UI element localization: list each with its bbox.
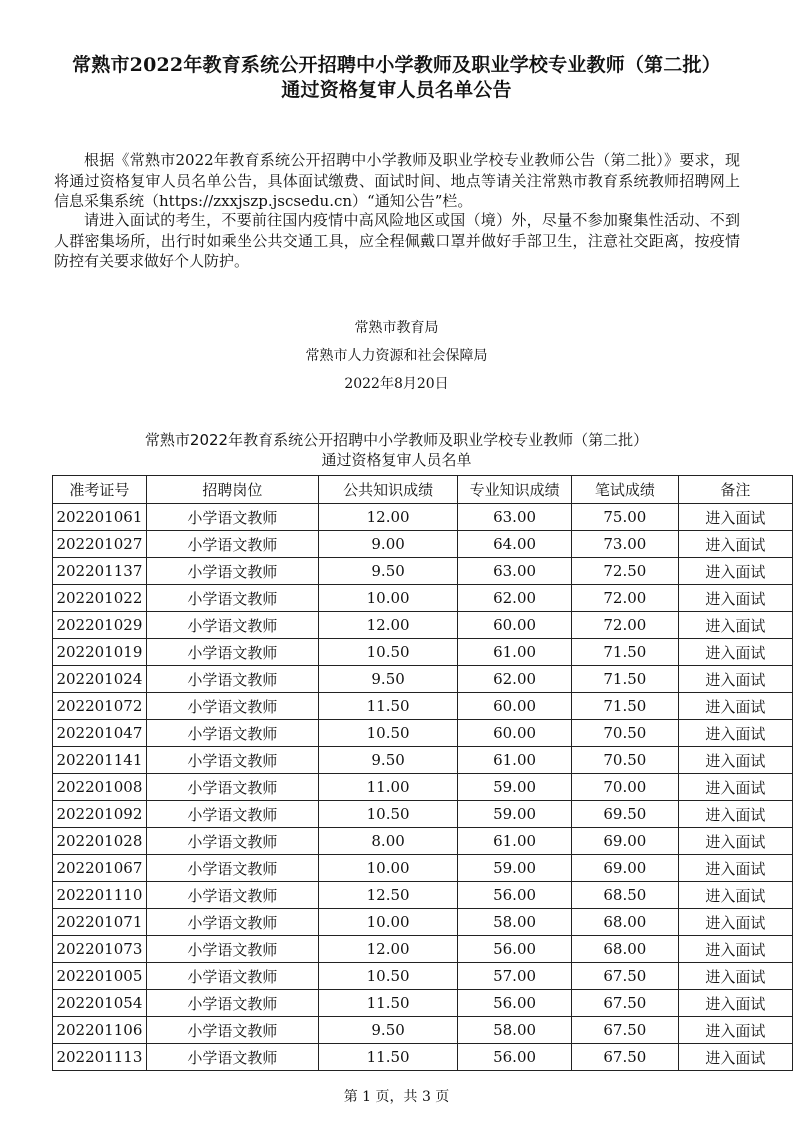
exam-number-cell: 202201029 (53, 612, 147, 639)
public-score-cell: 11.50 (318, 990, 457, 1017)
header-remarks: 备注 (678, 476, 792, 504)
table-row (53, 612, 793, 639)
professional-score-cell: 59.00 (458, 855, 572, 882)
header-exam-number: 准考证号 (53, 476, 147, 504)
written-score-cell: 72.50 (571, 558, 678, 585)
position-cell: 小学语文教师 (146, 855, 318, 882)
written-score-cell: 67.50 (571, 1044, 678, 1071)
remark-cell: 进入面试 (678, 1017, 792, 1044)
candidate-table (52, 475, 793, 1071)
table-row (53, 693, 793, 720)
professional-score-cell: 64.00 (458, 531, 572, 558)
issuer-education-bureau: 常熟市教育局 (354, 320, 439, 336)
position-cell: 小学语文教师 (146, 882, 318, 909)
exam-number-cell: 202201005 (53, 963, 147, 990)
exam-number-cell: 202201008 (53, 774, 147, 801)
professional-score-cell: 60.00 (458, 693, 572, 720)
table-row (53, 504, 793, 531)
public-score-cell: 10.50 (318, 801, 457, 828)
professional-score-cell: 60.00 (458, 720, 572, 747)
header-written-score: 笔试成绩 (571, 476, 678, 504)
exam-number-cell: 202201022 (53, 585, 147, 612)
document-title-line2: 通过资格复审人员名单公告 (281, 79, 512, 101)
remark-cell: 进入面试 (678, 585, 792, 612)
issue-date: 2022年8月20日 (344, 376, 449, 392)
table-row (53, 639, 793, 666)
public-score-cell: 11.50 (318, 693, 457, 720)
position-cell: 小学语文教师 (146, 720, 318, 747)
position-cell: 小学语文教师 (146, 531, 318, 558)
remark-cell: 进入面试 (678, 963, 792, 990)
table-row (53, 585, 793, 612)
written-score-cell: 69.00 (571, 855, 678, 882)
exam-number-cell: 202201092 (53, 801, 147, 828)
table-row (53, 963, 793, 990)
public-score-cell: 10.00 (318, 585, 457, 612)
position-cell: 小学语文教师 (146, 612, 318, 639)
public-score-cell: 12.00 (318, 612, 457, 639)
table-row (53, 882, 793, 909)
table-body (53, 504, 793, 1071)
remark-cell: 进入面试 (678, 612, 792, 639)
table-row (53, 828, 793, 855)
written-score-cell: 73.00 (571, 531, 678, 558)
table-row (53, 909, 793, 936)
public-score-cell: 10.50 (318, 720, 457, 747)
page-footer: 第 1 页，共 3 页 (343, 1089, 450, 1105)
remark-cell: 进入面试 (678, 693, 792, 720)
remark-cell: 进入面试 (678, 909, 792, 936)
notice-paragraph-1: 根据《常熟市2022年教育系统公开招聘中小学教师及职业学校专业教师公告（第二批）》要求，现将通过资格复审人员名单公告，具体面试缴费、面试时间、地点等请关注常熟市教育系统教师招聘网上信息采集系统（https://zxxjszp.jscsedu.cn）“通知公告”栏。 (54, 151, 740, 210)
position-cell: 小学语文教师 (146, 801, 318, 828)
remark-cell: 进入面试 (678, 774, 792, 801)
public-score-cell: 10.50 (318, 963, 457, 990)
professional-score-cell: 56.00 (458, 1044, 572, 1071)
remark-cell: 进入面试 (678, 639, 792, 666)
position-cell: 小学语文教师 (146, 1017, 318, 1044)
table-row (53, 801, 793, 828)
table-row (53, 990, 793, 1017)
written-score-cell: 71.50 (571, 693, 678, 720)
professional-score-cell: 56.00 (458, 936, 572, 963)
written-score-cell: 71.50 (571, 666, 678, 693)
written-score-cell: 67.50 (571, 1017, 678, 1044)
exam-number-cell: 202201019 (53, 639, 147, 666)
professional-score-cell: 56.00 (458, 882, 572, 909)
table-row (53, 720, 793, 747)
remark-cell: 进入面试 (678, 801, 792, 828)
written-score-cell: 67.50 (571, 963, 678, 990)
professional-score-cell: 60.00 (458, 612, 572, 639)
remark-cell: 进入面试 (678, 936, 792, 963)
position-cell: 小学语文教师 (146, 639, 318, 666)
position-cell: 小学语文教师 (146, 693, 318, 720)
position-cell: 小学语文教师 (146, 828, 318, 855)
public-score-cell: 12.00 (318, 936, 457, 963)
public-score-cell: 12.50 (318, 882, 457, 909)
public-score-cell: 10.00 (318, 909, 457, 936)
written-score-cell: 68.50 (571, 882, 678, 909)
table-row (53, 1044, 793, 1071)
position-cell: 小学语文教师 (146, 909, 318, 936)
exam-number-cell: 202201106 (53, 1017, 147, 1044)
professional-score-cell: 57.00 (458, 963, 572, 990)
position-cell: 小学语文教师 (146, 1044, 318, 1071)
position-cell: 小学语文教师 (146, 585, 318, 612)
exam-number-cell: 202201073 (53, 936, 147, 963)
exam-number-cell: 202201054 (53, 990, 147, 1017)
written-score-cell: 72.00 (571, 585, 678, 612)
header-position: 招聘岗位 (146, 476, 318, 504)
table-header-row (53, 476, 793, 504)
written-score-cell: 69.00 (571, 828, 678, 855)
public-score-cell: 9.50 (318, 747, 457, 774)
position-cell: 小学语文教师 (146, 666, 318, 693)
public-score-cell: 11.50 (318, 1044, 457, 1071)
public-score-cell: 11.00 (318, 774, 457, 801)
public-score-cell: 9.50 (318, 666, 457, 693)
remark-cell: 进入面试 (678, 828, 792, 855)
position-cell: 小学语文教师 (146, 774, 318, 801)
table-row (53, 666, 793, 693)
written-score-cell: 71.50 (571, 639, 678, 666)
public-score-cell: 12.00 (318, 504, 457, 531)
professional-score-cell: 59.00 (458, 774, 572, 801)
written-score-cell: 75.00 (571, 504, 678, 531)
table-row (53, 747, 793, 774)
table-row (53, 531, 793, 558)
exam-number-cell: 202201024 (53, 666, 147, 693)
written-score-cell: 70.50 (571, 747, 678, 774)
exam-number-cell: 202201110 (53, 882, 147, 909)
public-score-cell: 8.00 (318, 828, 457, 855)
table-row (53, 774, 793, 801)
exam-number-cell: 202201027 (53, 531, 147, 558)
table-row (53, 1017, 793, 1044)
professional-score-cell: 59.00 (458, 801, 572, 828)
exam-number-cell: 202201113 (53, 1044, 147, 1071)
table-row (53, 936, 793, 963)
remark-cell: 进入面试 (678, 747, 792, 774)
header-public-knowledge: 公共知识成绩 (318, 476, 457, 504)
table-row (53, 855, 793, 882)
position-cell: 小学语文教师 (146, 963, 318, 990)
remark-cell: 进入面试 (678, 531, 792, 558)
written-score-cell: 68.00 (571, 909, 678, 936)
remark-cell: 进入面试 (678, 882, 792, 909)
professional-score-cell: 61.00 (458, 747, 572, 774)
professional-score-cell: 63.00 (458, 504, 572, 531)
public-score-cell: 10.50 (318, 639, 457, 666)
remark-cell: 进入面试 (678, 720, 792, 747)
position-cell: 小学语文教师 (146, 747, 318, 774)
exam-number-cell: 202201072 (53, 693, 147, 720)
public-score-cell: 9.50 (318, 1017, 457, 1044)
professional-score-cell: 63.00 (458, 558, 572, 585)
written-score-cell: 70.00 (571, 774, 678, 801)
exam-number-cell: 202201141 (53, 747, 147, 774)
professional-score-cell: 58.00 (458, 909, 572, 936)
notice-paragraph-2: 请进入面试的考生，不要前往国内疫情中高风险地区或国（境）外，尽量不参加聚集性活动、不到人群密集场所，出行时如乘坐公共交通工具，应全程佩戴口罩并做好手部卫生，注意社交距离，按疫情防控有关要求做好个人防护。 (54, 211, 740, 270)
written-score-cell: 67.50 (571, 990, 678, 1017)
remark-cell: 进入面试 (678, 1044, 792, 1071)
remark-cell: 进入面试 (678, 990, 792, 1017)
remark-cell: 进入面试 (678, 666, 792, 693)
position-cell: 小学语文教师 (146, 504, 318, 531)
exam-number-cell: 202201067 (53, 855, 147, 882)
written-score-cell: 72.00 (571, 612, 678, 639)
position-cell: 小学语文教师 (146, 990, 318, 1017)
professional-score-cell: 58.00 (458, 1017, 572, 1044)
document-title-line1: 常熟市2022年教育系统公开招聘中小学教师及职业学校专业教师（第二批） (72, 54, 721, 76)
position-cell: 小学语文教师 (146, 936, 318, 963)
position-cell: 小学语文教师 (146, 558, 318, 585)
professional-score-cell: 62.00 (458, 666, 572, 693)
exam-number-cell: 202201137 (53, 558, 147, 585)
public-score-cell: 10.00 (318, 855, 457, 882)
table-title-line1: 常熟市2022年教育系统公开招聘中小学教师及职业学校专业教师（第二批） (144, 431, 649, 449)
professional-score-cell: 61.00 (458, 639, 572, 666)
issuer-hr-bureau: 常熟市人力资源和社会保障局 (305, 348, 488, 364)
written-score-cell: 70.50 (571, 720, 678, 747)
written-score-cell: 69.50 (571, 801, 678, 828)
professional-score-cell: 61.00 (458, 828, 572, 855)
exam-number-cell: 202201061 (53, 504, 147, 531)
public-score-cell: 9.00 (318, 531, 457, 558)
written-score-cell: 68.00 (571, 936, 678, 963)
header-professional-knowledge: 专业知识成绩 (458, 476, 572, 504)
exam-number-cell: 202201047 (53, 720, 147, 747)
exam-number-cell: 202201071 (53, 909, 147, 936)
exam-number-cell: 202201028 (53, 828, 147, 855)
professional-score-cell: 62.00 (458, 585, 572, 612)
public-score-cell: 9.50 (318, 558, 457, 585)
remark-cell: 进入面试 (678, 504, 792, 531)
remark-cell: 进入面试 (678, 558, 792, 585)
remark-cell: 进入面试 (678, 855, 792, 882)
table-row (53, 558, 793, 585)
professional-score-cell: 56.00 (458, 990, 572, 1017)
table-title-line2: 通过资格复审人员名单 (321, 451, 472, 469)
